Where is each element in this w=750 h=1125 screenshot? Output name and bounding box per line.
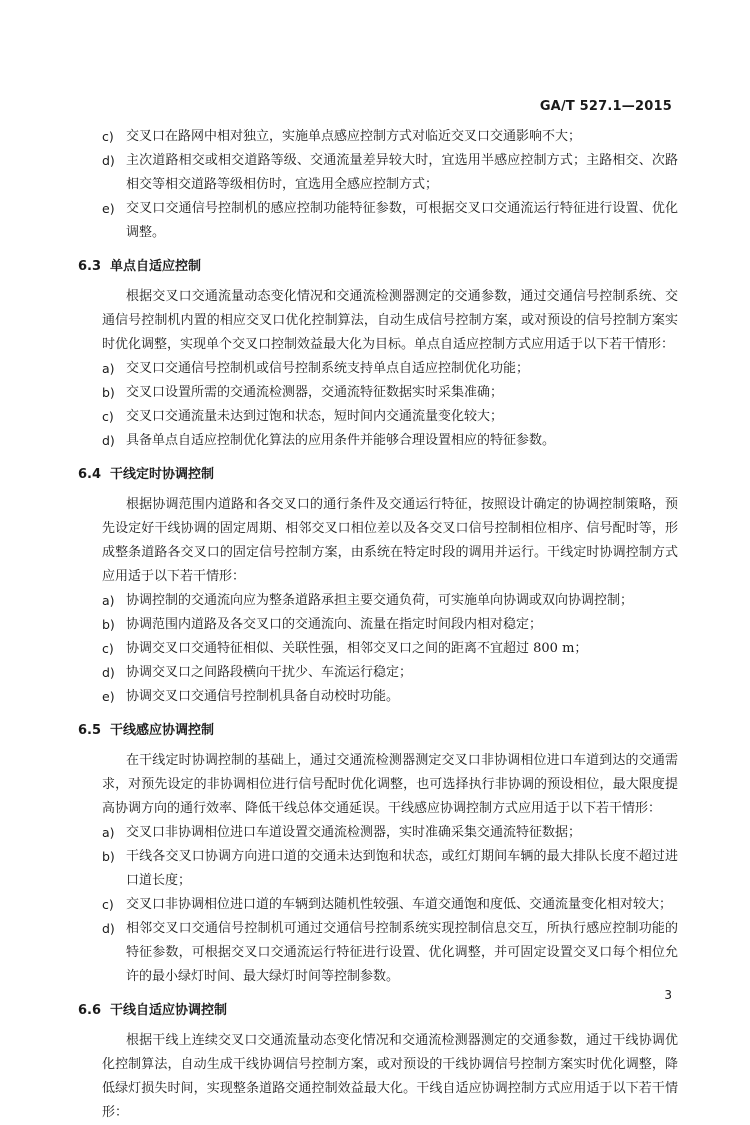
item-label: d) bbox=[102, 153, 115, 168]
list-item bbox=[102, 429, 678, 453]
section-number: 6.4 bbox=[78, 467, 102, 482]
item-label: c) bbox=[102, 409, 114, 424]
item-label: c) bbox=[102, 641, 114, 656]
section-heading bbox=[78, 999, 678, 1023]
item-label: c) bbox=[102, 129, 114, 144]
list-item bbox=[102, 149, 678, 197]
list-item bbox=[102, 589, 678, 613]
page-number: 3 bbox=[664, 988, 672, 1002]
item-label: b) bbox=[102, 617, 115, 632]
section-title: 干线自适应协调控制 bbox=[110, 1003, 228, 1018]
list-item bbox=[102, 917, 678, 989]
section-title: 单点自适应控制 bbox=[110, 259, 202, 274]
item-label: a) bbox=[102, 593, 115, 608]
item-text: 交叉口在路网中相对独立，实施单点感应控制方式对临近交叉口交通影响不大； bbox=[126, 129, 582, 144]
item-text: 交叉口交通流量未达到过饱和状态，短时间内交通流量变化较大； bbox=[126, 409, 504, 424]
list-item bbox=[102, 613, 678, 637]
section-paragraph: 根据干线上连续交叉口交通流量动态变化情况和交通流检测器测定的交通参数，通过干线协调优化控制算法，自动生成干线协调信号控制方案，或对预设的干线协调信号控制方案实时优化调整，降低绿灯损失时间，实现整条道路交通控制效益最大化。干线自适应协调控制方式应用适于以下若干情形： bbox=[102, 1033, 678, 1120]
item-label: b) bbox=[102, 385, 115, 400]
list-item bbox=[102, 893, 678, 917]
document-body bbox=[78, 125, 678, 1125]
item-label: e) bbox=[102, 201, 115, 216]
item-text: 具备单点自适应控制优化算法的应用条件并能够合理设置相应的特征参数。 bbox=[126, 433, 556, 448]
item-label: a) bbox=[102, 825, 115, 840]
item-text: 干线各交叉口协调方向进口道的交通未达到饱和状态，或红灯期间车辆的最大排队长度不超过进口道长度； bbox=[126, 849, 678, 888]
item-text: 协调交叉口之间路段横向干扰少、车流运行稳定； bbox=[126, 665, 413, 680]
item-text: 协调控制的交通流向应为整条道路承担主要交通负荷，可实施单向协调或双向协调控制； bbox=[126, 593, 634, 608]
list-item bbox=[102, 685, 678, 709]
item-label: d) bbox=[102, 665, 115, 680]
section-heading bbox=[78, 255, 678, 279]
item-text: 交叉口交通信号控制机或信号控制系统支持单点自适应控制优化功能； bbox=[126, 361, 530, 376]
section-6-5 bbox=[78, 719, 678, 989]
list-item bbox=[102, 405, 678, 429]
item-text: 交叉口交通信号控制机的感应控制功能特征参数，可根据交叉口交通流运行特征进行设置、优化调整。 bbox=[126, 201, 678, 240]
section-number: 6.3 bbox=[78, 259, 102, 274]
item-text: 协调交叉口交通特征相似、关联性强，相邻交叉口之间的距离不宜超过 800 m； bbox=[126, 641, 588, 656]
section-title: 干线感应协调控制 bbox=[110, 723, 215, 738]
item-label: e) bbox=[102, 689, 115, 704]
section-6-4 bbox=[78, 463, 678, 709]
list-item bbox=[102, 357, 678, 381]
item-text: 主次道路相交或相交道路等级、交通流量差异较大时，宜选用半感应控制方式；主路相交、次路相交等相交道路等级相仿时，宜选用全感应控制方式； bbox=[126, 153, 678, 192]
section-paragraph: 根据交叉口交通流量动态变化情况和交通流检测器测定的交通参数，通过交通信号控制系统、交通信号控制机内置的相应交叉口优化控制算法，自动生成信号控制方案，或对预设的信号控制方案实时优化调整，实现单个交叉口控制效益最大化为目标。单点自适应控制方式应用适于以下若干情形： bbox=[102, 289, 678, 352]
item-text: 交叉口设置所需的交通流检测器，交通流特征数据实时采集准确； bbox=[126, 385, 504, 400]
list-item bbox=[102, 661, 678, 685]
item-label: a) bbox=[102, 361, 115, 376]
list-item bbox=[102, 125, 678, 149]
section-paragraph: 在干线定时协调控制的基础上，通过交通流检测器测定交叉口非协调相位进口车道到达的交通需求，对预先设定的非协调相位进行信号配时优化调整，也可选择执行非协调的预设相位，最大限度提高协调方向的通行效率、降低干线总体交通延误。干线感应协调控制方式应用适于以下若干情形： bbox=[102, 753, 678, 816]
item-label: c) bbox=[102, 897, 114, 912]
list-item bbox=[102, 845, 678, 893]
item-text: 相邻交叉口交通信号控制机可通过交通信号控制系统实现控制信息交互，所执行感应控制功能的特征参数，可根据交叉口交通流运行特征进行设置、优化调整，并可固定设置交叉口每个相位允许的最小绿灯时间、最大绿灯时间等控制参数。 bbox=[126, 921, 678, 984]
item-label: b) bbox=[102, 849, 115, 864]
list-item bbox=[102, 197, 678, 245]
item-text: 交叉口非协调相位进口车道设置交通流检测器，实时准确采集交通流特征数据； bbox=[126, 825, 582, 840]
section-heading bbox=[78, 463, 678, 487]
section-paragraph: 根据协调范围内道路和各交叉口的通行条件及交通运行特征，按照设计确定的协调控制策略，预先设定好干线协调的固定周期、相邻交叉口相位差以及各交叉口信号控制相位相序、信号配时等，形成整条道路各交叉口的固定信号控制方案，由系统在特定时段的调用并运行。干线定时协调控制方式应用适于以下若干情形： bbox=[102, 497, 678, 584]
section-6-3 bbox=[78, 255, 678, 453]
item-label: d) bbox=[102, 921, 115, 936]
section-heading bbox=[78, 719, 678, 743]
standard-code-header: GA/T 527.1—2015 bbox=[539, 99, 672, 114]
list-item bbox=[102, 821, 678, 845]
section-6-6 bbox=[78, 999, 678, 1125]
item-text: 协调范围内道路及各交叉口的交通流向、流量在指定时间段内相对稳定； bbox=[126, 617, 543, 632]
item-label: d) bbox=[102, 433, 115, 448]
section-title: 干线定时协调控制 bbox=[110, 467, 215, 482]
section-6-2-tail bbox=[102, 125, 678, 245]
section-number: 6.5 bbox=[78, 723, 102, 738]
list-item bbox=[102, 637, 678, 661]
item-text: 交叉口非协调相位进口道的车辆到达随机性较强、车道交通饱和度低、交通流量变化相对较大； bbox=[126, 897, 673, 912]
item-text: 协调交叉口交通信号控制机具备自动校时功能。 bbox=[126, 689, 400, 704]
list-item bbox=[102, 381, 678, 405]
section-number: 6.6 bbox=[78, 1003, 102, 1018]
